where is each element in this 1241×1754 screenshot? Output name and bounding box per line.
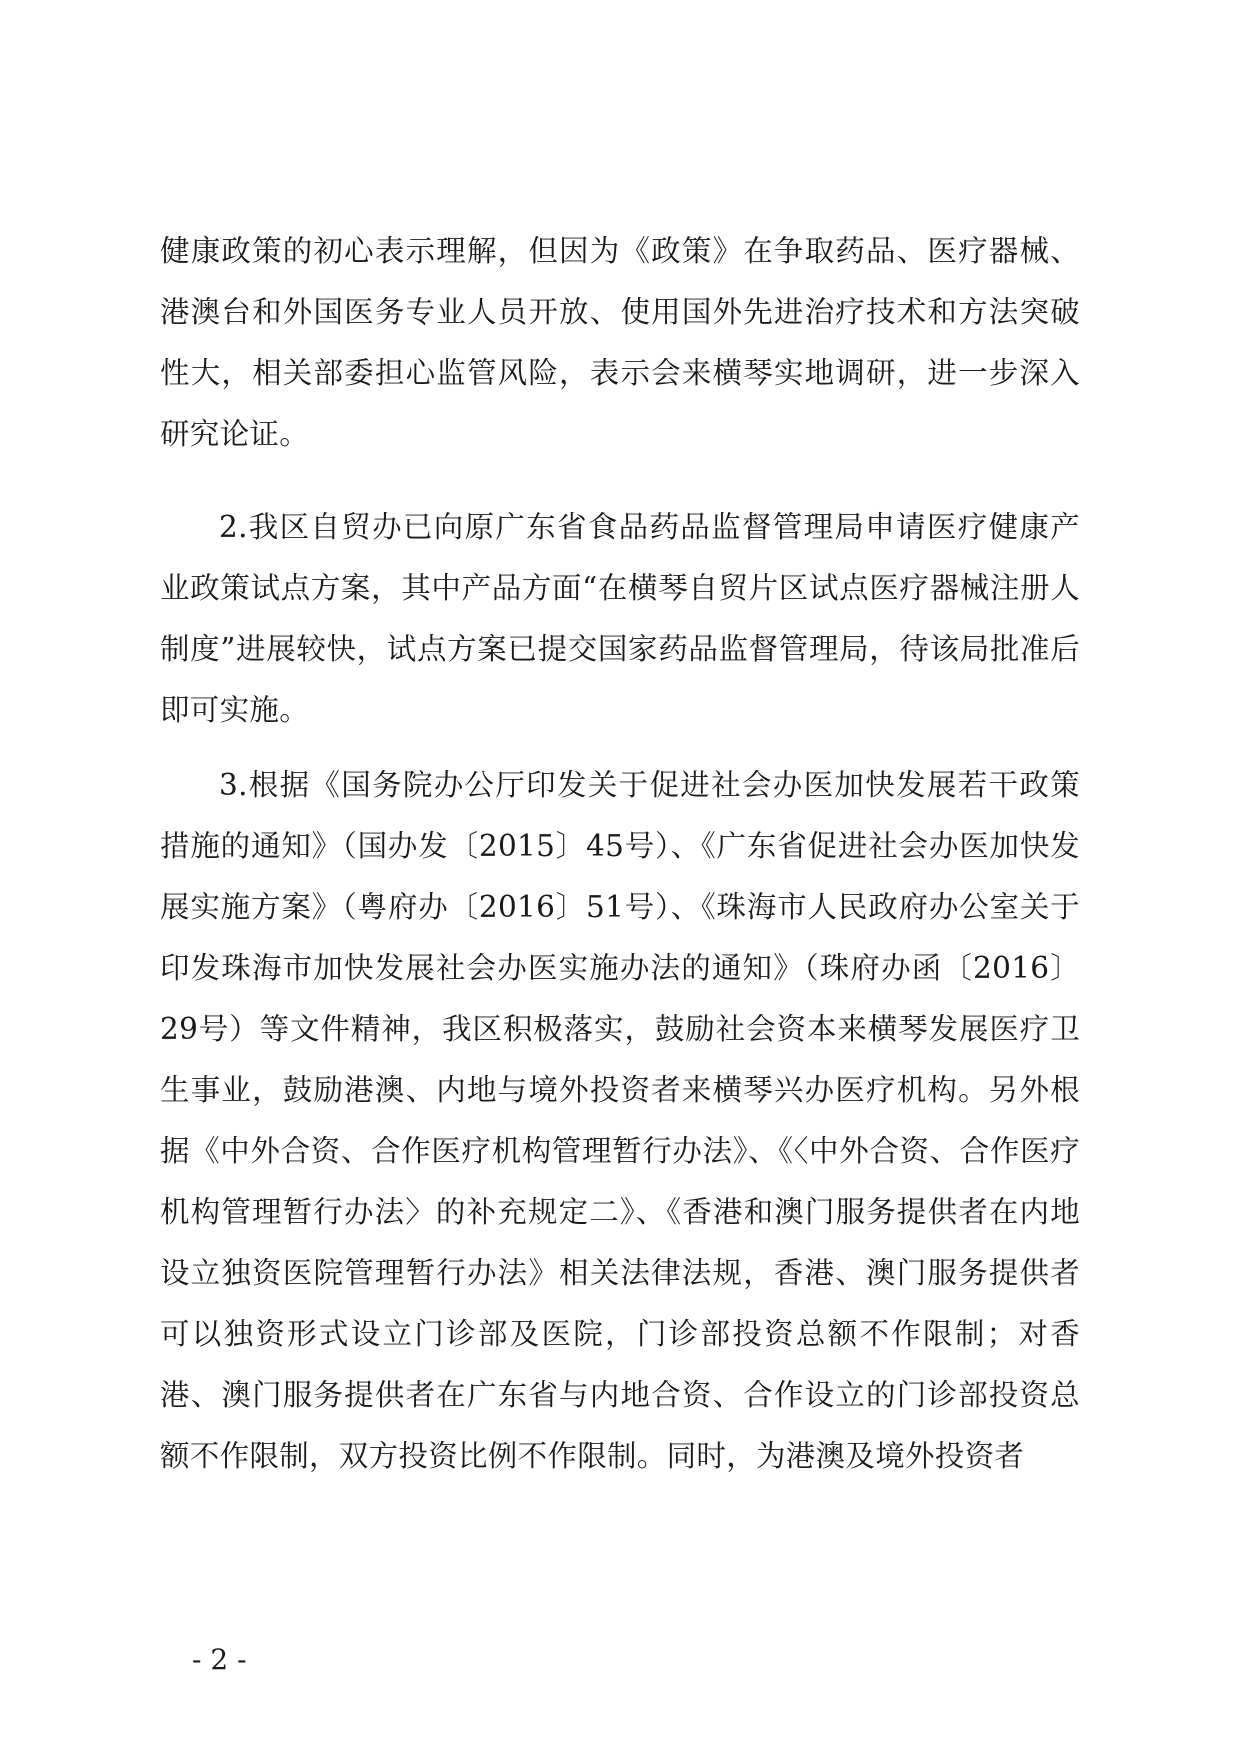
paragraph-item-2: 2.我区自贸办已向原广东省食品药品监督管理局申请医疗健康产业政策试点方案，其中产品方面“在横琴自贸片区试点医疗器械注册人制度”进展较快，试点方案已提交国家药品监督管理局，待该局批准后即可实施。	[160, 510, 1080, 727]
page-number: - 2 -	[192, 1643, 247, 1676]
paragraph-continuation: 健康政策的初心表示理解，但因为《政策》在争取药品、医疗器械、港澳台和外国医务专业人员开放、使用国外先进治疗技术和方法突破性大，相关部委担心监管风险，表示会来横琴实地调研，进一步深入研究论证。	[160, 234, 1080, 451]
paragraph-item-3: 3.根据《国务院办公厅印发关于促进社会办医加快发展若干政策措施的通知》（国办发〔2015〕45号）、《广东省促进社会办医加快发展实施方案》（粤府办〔2016〕51号）、《珠海市人民政府办公室关于印发珠海市加快发展社会办医实施办法的通知》（珠府办函〔2016〕29号）等文件精神，我区积极落实，鼓励社会资本来横琴发展医疗卫生事业，鼓励港澳、内地与境外投资者来横琴兴办医疗机构。另外根据《中外合资、合作医疗机构管理暂行办法》、《〈中外合资、合作医疗机构管理暂行办法〉的补充规定二》、《香港和澳门服务提供者在内地设立独资医院管理暂行办法》相关法律法规，香港、澳门服务提供者可以独资形式设立门诊部及医院，门诊部投资总额不作限制；对香港、澳门服务提供者在广东省与内地合资、合作设立的门诊部投资总额不作限制，双方投资比例不作限制。同时，为港澳及境外投资者	[160, 768, 1080, 1473]
